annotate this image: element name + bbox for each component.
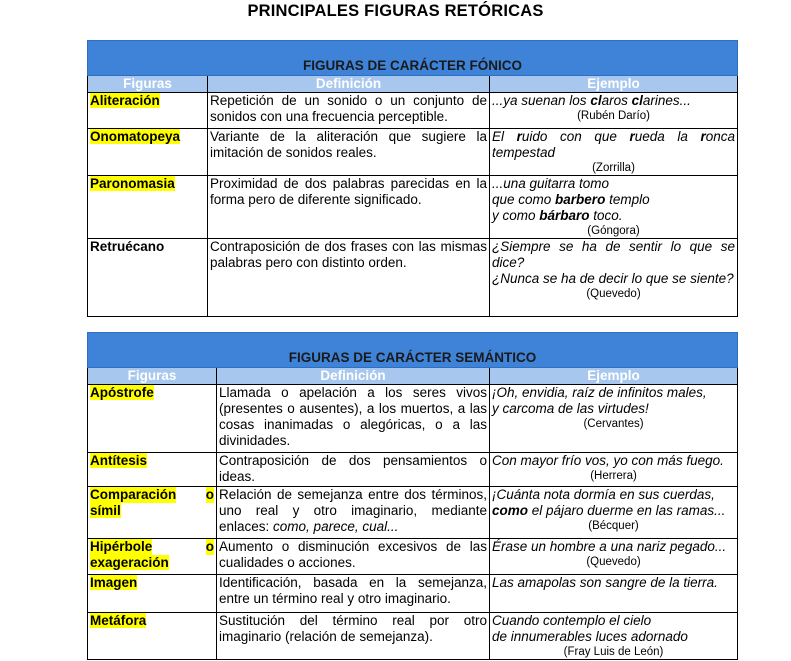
figure-example: ¿Siempre se ha de sentir lo que se dice? ¿Nunca se ha de decir lo que se siente? (Quevedo) bbox=[490, 239, 738, 317]
figure-name: Imagen bbox=[90, 575, 138, 590]
table-row bbox=[88, 613, 738, 660]
figure-example: ...una guitarra tomo que como barbero templo y como bárbaro toco. (Góngora) bbox=[490, 176, 738, 239]
figure-example: ¡Oh, envidia, raíz de infinitos males, y carcoma de las virtudes! (Cervantes) bbox=[490, 385, 738, 453]
fonico-column-headers bbox=[88, 76, 738, 93]
figure-definition: Contraposición de dos pensamientos o ideas. bbox=[217, 453, 490, 487]
figure-name: Apóstrofe bbox=[90, 385, 154, 400]
figure-name: Hipérbole bbox=[90, 539, 153, 554]
figure-definition: Identificación, basada en la semejanza, entre un término real y otro imaginario. bbox=[217, 575, 490, 613]
col-header-ejemplo: Ejemplo bbox=[490, 76, 738, 93]
table-row bbox=[88, 239, 738, 317]
table-row bbox=[88, 385, 738, 453]
figure-example: ¡Cuánta nota dormía en sus cuerdas, como el pájaro duerme en las ramas... (Bécquer) bbox=[490, 487, 738, 539]
figure-definition: Repetición de un sonido o un conjunto de sonidos con una frecuencia perceptible. bbox=[208, 93, 490, 129]
table-row bbox=[88, 93, 738, 129]
col-header-figuras: Figuras bbox=[88, 76, 208, 93]
figure-name: Paronomasia bbox=[90, 176, 175, 191]
figure-definition: Aumento o disminución excesivos de las cualidades o acciones. bbox=[217, 539, 490, 575]
semantico-table bbox=[87, 332, 738, 660]
col-header-figuras: Figuras bbox=[88, 368, 217, 385]
figure-example: ...ya suenan los claros clarines... (Rubén Darío) bbox=[490, 93, 738, 129]
example-author: (Quevedo) bbox=[586, 288, 641, 300]
fonico-table bbox=[87, 40, 738, 317]
figure-name: Aliteración bbox=[90, 93, 160, 108]
document-title: PRINCIPALES FIGURAS RETÓRICAS bbox=[247, 2, 544, 20]
col-header-ejemplo: Ejemplo bbox=[490, 368, 738, 385]
semantico-heading: FIGURAS DE CARÁCTER SEMÁNTICO bbox=[88, 333, 738, 368]
figure-example: Con mayor frío vos, yo con más fuego. (Herrera) bbox=[490, 453, 738, 487]
figure-name: Antítesis bbox=[90, 453, 148, 468]
example-author: (Bécquer) bbox=[588, 520, 639, 532]
figure-definition: Sustitución del término real por otro imaginario (relación de semejanza). bbox=[217, 613, 490, 660]
col-header-definicion: Definición bbox=[217, 368, 490, 385]
example-author: (Rubén Darío) bbox=[577, 110, 650, 122]
example-author: (Fray Luis de León) bbox=[563, 646, 664, 658]
example-author: (Góngora) bbox=[587, 225, 640, 237]
table-row bbox=[88, 129, 738, 176]
figure-example: El ruido con que rueda la ronca tempestad (Zorrilla) bbox=[490, 129, 738, 176]
figure-name: Metáfora bbox=[90, 613, 147, 628]
semantico-column-headers bbox=[88, 368, 738, 385]
table-row bbox=[88, 575, 738, 613]
figure-definition: Contraposición de dos frases con las mismas palabras pero con distinto orden. bbox=[208, 239, 490, 317]
figure-name: Retruécano bbox=[90, 239, 165, 254]
example-author: (Herrera) bbox=[590, 470, 637, 482]
figure-definition: Relación de semejanza entre dos términos, uno real y otro imaginario, mediante enlaces: como, parece, cual... bbox=[217, 487, 490, 539]
figure-example: Las amapolas son sangre de la tierra. bbox=[490, 575, 738, 613]
figure-example: Cuando contemplo el cielo de innumerables luces adornado (Fray Luis de León) bbox=[490, 613, 738, 660]
example-author: (Quevedo) bbox=[586, 556, 641, 568]
table-row: Comparación o símil Relación de semejanza entre dos términos, uno real y otro imaginario, mediante enlaces: como, parece, cual... ¡Cuánta nota dormía en sus cuerdas, como el pájaro duerme en las ramas... (Bécquer) bbox=[88, 487, 738, 539]
figure-definition: Proximidad de dos palabras parecidas en la forma pero de diferente significado. bbox=[208, 176, 490, 239]
table-row: Hipérbole o exageración Aumento o disminución excesivos de las cualidades o acciones. Érase un hombre a una nariz pegado... (Quevedo) bbox=[88, 539, 738, 575]
figure-name: Onomatopeya bbox=[90, 129, 181, 144]
figure-definition: Variante de la aliteración que sugiere la imitación de sonidos reales. bbox=[208, 129, 490, 176]
col-header-definicion: Definición bbox=[208, 76, 490, 93]
fonico-heading: FIGURAS DE CARÁCTER FÓNICO bbox=[88, 41, 738, 76]
figure-example: Érase un hombre a una nariz pegado... (Quevedo) bbox=[490, 539, 738, 575]
example-author: (Zorrilla) bbox=[592, 162, 635, 174]
example-author: (Cervantes) bbox=[583, 418, 644, 430]
figure-name: Comparación bbox=[90, 487, 177, 502]
figure-name-cont: símil bbox=[90, 503, 121, 518]
table-row bbox=[88, 453, 738, 487]
table-row bbox=[88, 176, 738, 239]
figure-name-cont: exageración bbox=[90, 555, 169, 570]
figure-definition: Llamada o apelación a los seres vivos (presentes o ausentes), a los muertos, a las cosas inanimadas o alegóricas, o a las divinidades. bbox=[217, 385, 490, 453]
